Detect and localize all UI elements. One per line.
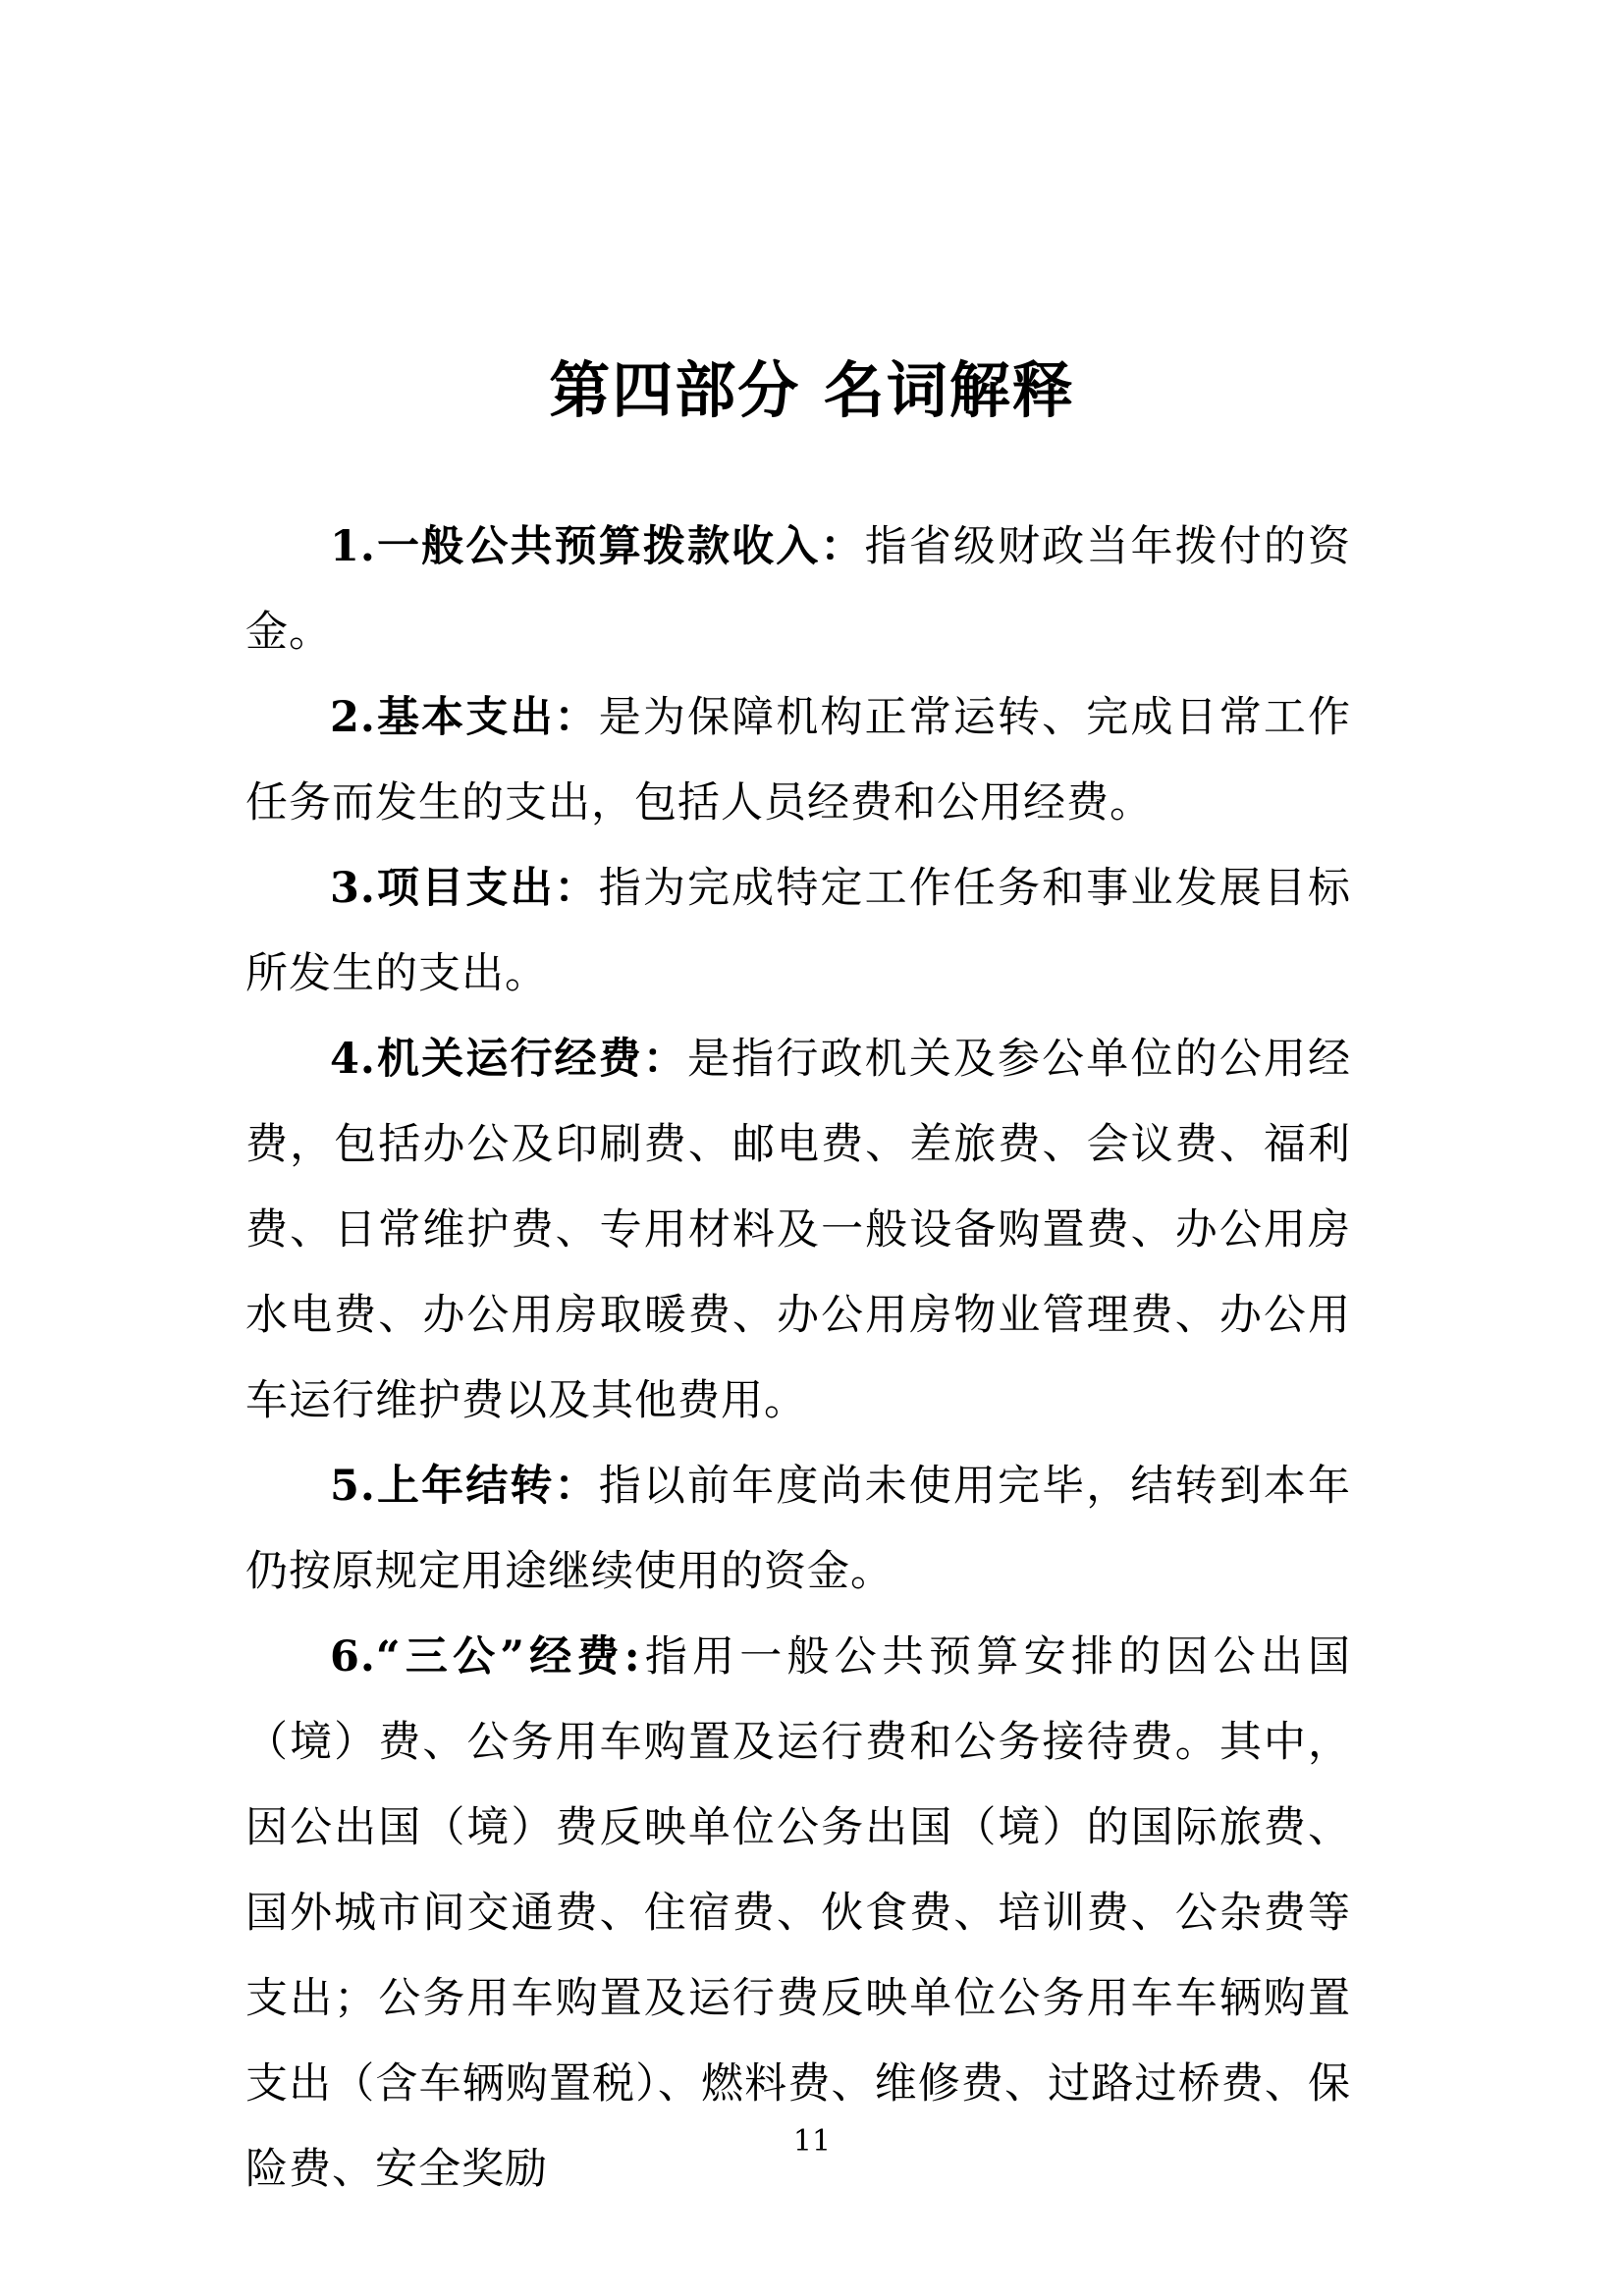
- glossary-item: [245, 1444, 1351, 1615]
- glossary-item: [245, 846, 1351, 1017]
- term-label: 2.基本支出：: [330, 693, 599, 742]
- term-label: 5.上年结转：: [330, 1462, 599, 1511]
- term-definition: 指省级财政当年拨付的资金。: [245, 522, 1352, 657]
- term-definition: 指为完成特定工作任务和事业发展目标所发生的支出。: [245, 864, 1352, 998]
- glossary-item: [245, 505, 1351, 675]
- term-label: 3.项目支出：: [330, 864, 599, 913]
- term-definition: 是指行政机关及参公单位的公用经费，包括办公及印刷费、邮电费、差旅费、会议费、福利费、日常维护费、专用材料及一般设备购置费、办公用房水电费、办公用房取暖费、办公用房物业管理费、办公用车运行维护费以及其他费用。: [245, 1035, 1352, 1425]
- glossary-item: [245, 1017, 1351, 1444]
- glossary-item: [245, 675, 1351, 846]
- term-definition: 是为保障机构正常运转、完成日常工作任务而发生的支出，包括人员经费和公用经费。: [245, 693, 1352, 828]
- term-label: 1.一般公共预算拨款收入：: [330, 522, 865, 571]
- glossary-item: [245, 1615, 1351, 2213]
- term-label: 4.机关运行经费：: [330, 1035, 688, 1084]
- term-definition: 指用一般公共预算安排的因公出国（境）费、公务用车购置及运行费和公务接待费。其中，因公出国（境）费反映单位公务出国（境）的国际旅费、国外城市间交通费、住宿费、伙食费、培训费、公杂费等支出；公务用车购置及运行费反映单位公务用车车辆购置支出（含车辆购置税）、燃料费、维修费、过路过桥费、保险费、安全奖励: [245, 1632, 1351, 2194]
- page-title: 第四部分 名词解释: [549, 354, 1075, 426]
- glossary-content: [245, 505, 1351, 2213]
- term-definition: 指以前年度尚未使用完毕，结转到本年仍按原规定用途继续使用的资金。: [245, 1462, 1352, 1596]
- term-label: 6.“三公”经费:: [330, 1632, 641, 1682]
- page-number: 11: [792, 2124, 832, 2159]
